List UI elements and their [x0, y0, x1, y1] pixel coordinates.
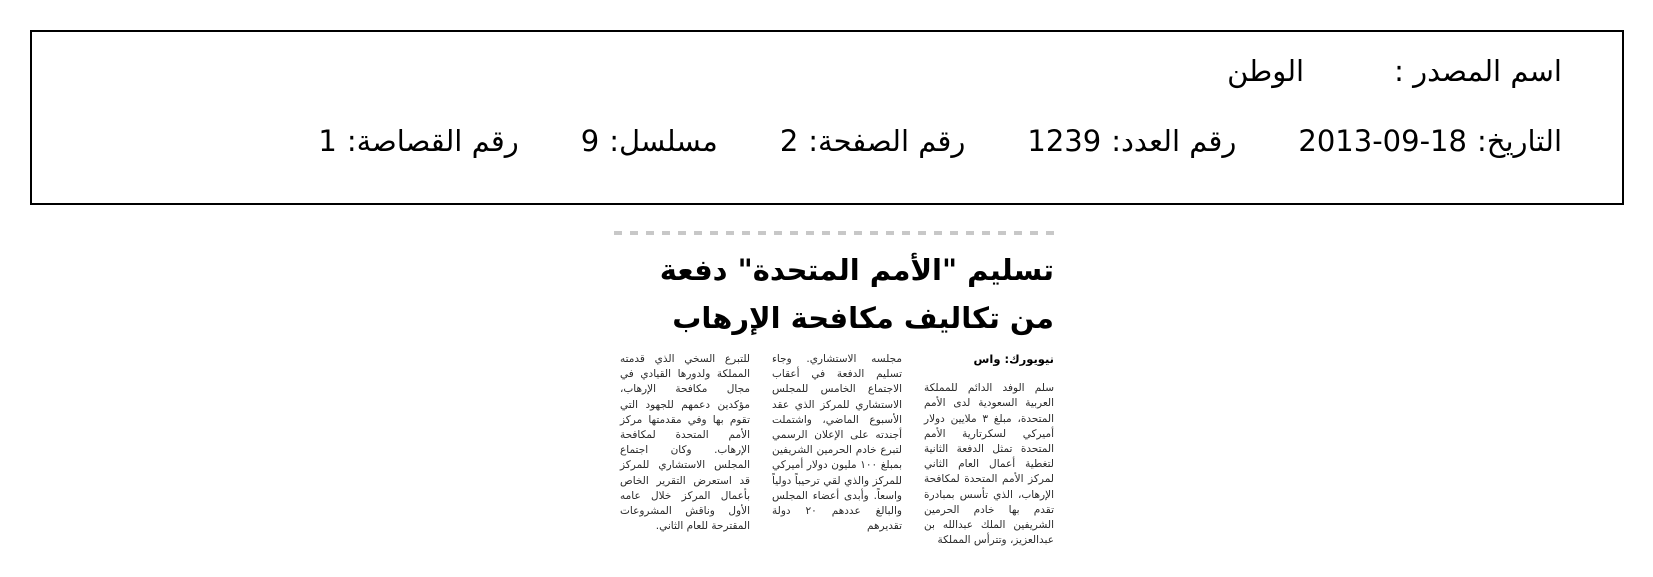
date-value: 2013-09-18 [1298, 124, 1467, 158]
serial-label: مسلسل: [609, 124, 718, 158]
column-3-text: للتبرع السخي الذي قدمته المملكة ولدورها القيادي في مجال مكافحة الإرهاب، مؤكدين دعمهم للجهود التي تقوم بها وفي مقدمتها مركز الأمم المتحدة لمكافحة الإرهاب. وكان اجتماع المجلس الاستشاري للمركز قد استعرض التقرير الخاص بأعمال المركز خلال عامه الأول وناقش المشروعات المقترحة للعام الثاني. [620, 353, 750, 533]
serial-value: 9 [580, 124, 600, 158]
newspaper-clipping [614, 228, 1054, 573]
article-column-2 [772, 352, 902, 534]
source-label: اسم المصدر : [1394, 54, 1562, 88]
column-2-text: مجلسه الاستشاري. وجاء تسليم الدفعة في أعقاب الاجتماع الخامس للمجلس الاستشاري للمركز الذي عقد الأسبوع الماضي، واشتملت أجندته على الإعلان الرسمي لتبرع خادم الحرمين الشريفين بمبلغ ١٠٠ مليون دولار أميركي للمركز والذي لقي ترحيباً دولياً واسعاً. وأبدى أعضاء المجلس والبالغ عددهم ٢٠ دولة تقديرهم [772, 353, 902, 533]
clipping-number-label: رقم القصاصة: [346, 124, 519, 158]
article-column-3 [620, 352, 750, 534]
cropped-text-edge [614, 228, 1054, 238]
byline: نيويورك: واس [973, 352, 1054, 366]
headline-line-2: من تكاليف مكافحة الإرهاب [672, 301, 1054, 335]
issue-label: رقم العدد: [1111, 124, 1237, 158]
clipping-metadata-box [30, 30, 1624, 205]
page-label: رقم الصفحة: [808, 124, 966, 158]
clipping-number-value: 1 [318, 124, 337, 158]
article-column-1 [924, 352, 1054, 548]
issue-field [1027, 124, 1236, 158]
source-row [1227, 54, 1562, 88]
issue-value: 1239 [1027, 124, 1102, 158]
page-field [780, 124, 966, 158]
article-columns [614, 352, 1054, 572]
serial-field [581, 124, 718, 158]
clipping-number-field [318, 124, 518, 158]
page-value: 2 [779, 124, 799, 158]
details-row [318, 124, 1562, 158]
column-1-text: سلم الوفد الدائم للمملكة العربية السعودية لدى الأمم المتحدة، مبلغ ٣ ملايين دولار أميركي لسكرتارية الأمم المتحدة تمثل الدفعة الثانية لتغطية أعمال العام الثاني لمركز الأمم المتحدة لمكافحة الإرهاب، الذي تأسس بمبادرة تقدم بها خادم الحرمين الشريفين الملك عبدالله بن عبدالعزيز، وتترأس المملكة [924, 382, 1054, 547]
headline-line-1: تسليم "الأمم المتحدة" دفعة [659, 253, 1054, 287]
source-value: الوطن [1227, 54, 1305, 88]
date-field [1298, 124, 1562, 158]
date-label: التاريخ: [1476, 124, 1562, 158]
